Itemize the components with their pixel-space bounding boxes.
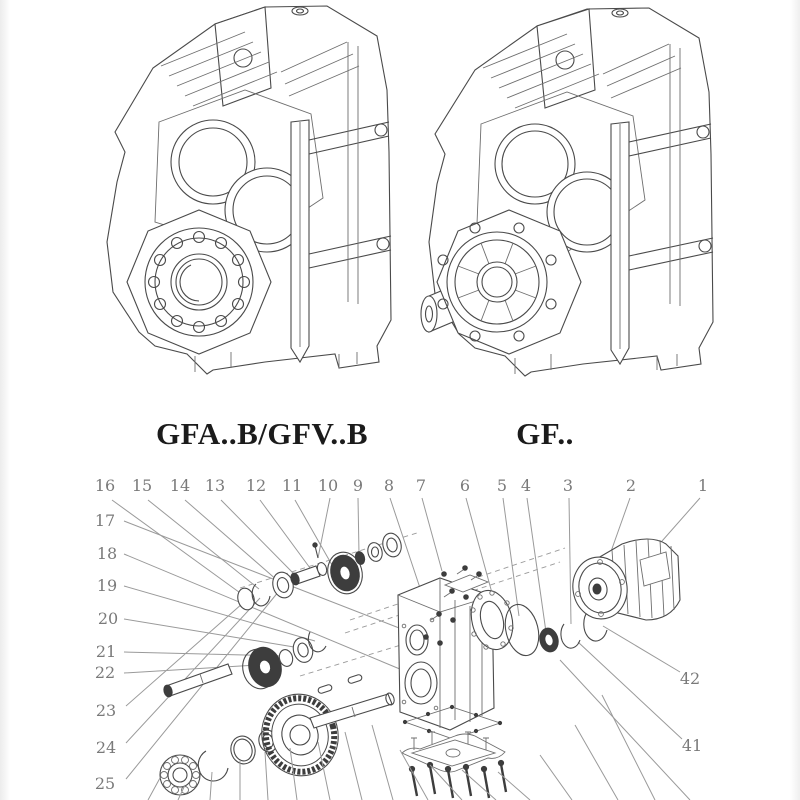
callout-17: 17	[94, 511, 116, 530]
callout-16: 16	[94, 476, 116, 495]
callout-42: 42	[679, 669, 701, 688]
hollow-bore	[171, 254, 227, 310]
motor-shaft	[593, 584, 601, 594]
model-label-gfab-gfvb: GFA..B/GFV..B	[155, 416, 369, 451]
gearbox-hollow-shaft-drawing	[95, 2, 395, 397]
output-gear-large	[253, 686, 348, 785]
model-label-gf: GF..	[516, 416, 574, 451]
snap-ring	[561, 624, 580, 648]
top-bracket	[537, 9, 595, 108]
front-rib	[611, 122, 629, 364]
callout-10: 10	[317, 476, 339, 495]
shaft-key	[317, 684, 332, 694]
intermediate-shaft-assembly	[163, 632, 326, 698]
callout-8: 8	[383, 476, 395, 495]
set-screw	[315, 546, 318, 558]
ball-bearing-large	[160, 755, 200, 795]
callout-6: 6	[459, 476, 471, 495]
output-solid-shaft	[310, 694, 392, 728]
callout-2: 2	[625, 476, 637, 495]
callout-9: 9	[352, 476, 364, 495]
callout-21: 21	[95, 642, 117, 661]
bearing-bore-lower	[405, 662, 437, 704]
output-shaft-assembly	[160, 674, 415, 795]
hollow-shaft-bearing-boss	[127, 210, 271, 354]
callout-13: 13	[204, 476, 226, 495]
callout-3: 3	[562, 476, 574, 495]
callout-20: 20	[97, 609, 119, 628]
callout-15: 15	[131, 476, 153, 495]
output-flange-boss	[437, 210, 581, 354]
callout-1: 1	[697, 476, 709, 495]
gearbox-solid-shaft-drawing	[405, 2, 725, 397]
callout-25: 25	[94, 774, 116, 793]
callout-18: 18	[96, 544, 118, 563]
callout-11: 11	[281, 476, 303, 495]
callout-12: 12	[245, 476, 267, 495]
ball-bearing	[380, 531, 404, 559]
callout-22: 22	[94, 663, 116, 682]
callout-14: 14	[169, 476, 191, 495]
callout-24: 24	[95, 738, 117, 757]
callout-23: 23	[95, 701, 117, 720]
front-rib	[291, 120, 309, 362]
snap-ring	[252, 584, 270, 606]
callout-4: 4	[520, 476, 532, 495]
retaining-ring	[228, 733, 258, 766]
exploded-parts-drawing	[0, 470, 800, 800]
shaft-key	[347, 674, 362, 684]
oil-pan-cover	[402, 734, 505, 772]
callout-5: 5	[496, 476, 508, 495]
motor-assembly	[568, 539, 680, 623]
snap-ring	[198, 751, 228, 781]
callout-19: 19	[96, 576, 118, 595]
callout-41: 41	[681, 736, 703, 755]
callout-7: 7	[415, 476, 427, 495]
